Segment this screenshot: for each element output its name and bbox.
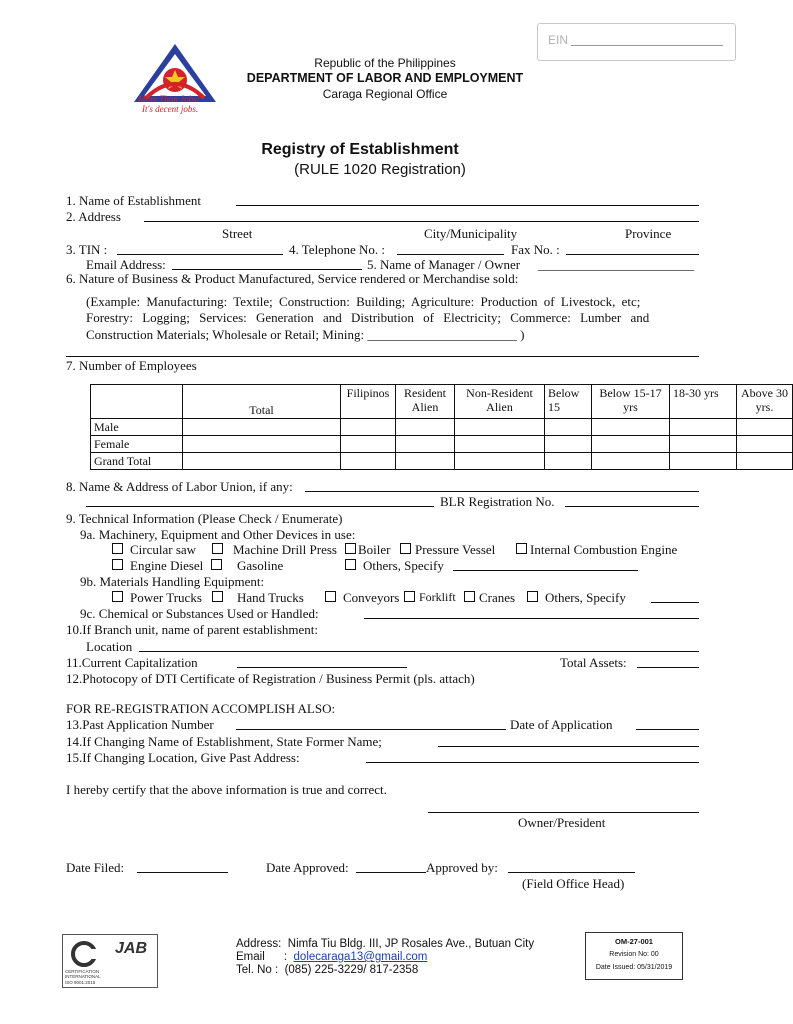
form-number: OM-27-001 xyxy=(615,937,653,946)
location-label: Location xyxy=(86,639,133,654)
field-6-label: 6. Nature of Business & Product Manufactured, Service rendered or Merchandise sold: xyxy=(66,271,519,286)
cell[interactable] xyxy=(670,419,737,436)
field-9c-label: 9c. Chemical or Substances Used or Handled: xyxy=(80,606,319,621)
machine-drill-label: Machine Drill Press xyxy=(233,542,337,557)
fax-label: Fax No. : xyxy=(511,242,560,257)
province-caption: Province xyxy=(625,226,672,241)
cell[interactable] xyxy=(737,419,793,436)
header-above-30: Above 30 yrs. xyxy=(737,385,793,419)
form-number-box xyxy=(585,932,683,980)
cell[interactable] xyxy=(737,436,793,453)
cell[interactable] xyxy=(592,436,670,453)
cell[interactable] xyxy=(670,436,737,453)
cell[interactable] xyxy=(545,453,592,470)
conveyors-label: Conveyors xyxy=(343,590,400,605)
telephone-input[interactable] xyxy=(397,254,504,255)
ein-box xyxy=(537,23,736,61)
capitalization-input[interactable] xyxy=(237,667,407,668)
date-approved-label: Date Approved: xyxy=(266,860,349,875)
address-input[interactable] xyxy=(144,221,699,222)
gasoline-label: Gasoline xyxy=(237,558,284,573)
example-line-1: (Example: Manufacturing: Textile; Construction: Building; Agriculture: Production of Livestock, etc; xyxy=(86,294,641,309)
header-resident-alien: Resident Alien xyxy=(396,385,455,419)
field-13-label: 13.Past Application Number xyxy=(66,717,214,732)
labor-union-input-2[interactable] xyxy=(86,506,434,507)
field-9-label: 9. Technical Information (Please Check / Enumerate) xyxy=(66,511,343,526)
city-caption: City/Municipality xyxy=(424,226,518,241)
jab-mark: JAB xyxy=(115,940,148,957)
cell[interactable] xyxy=(396,419,455,436)
hand-trucks-label: Hand Trucks xyxy=(237,590,304,605)
address-label: Address: xyxy=(236,938,282,950)
tel-label: Tel. No : xyxy=(236,964,279,976)
cell[interactable] xyxy=(183,419,341,436)
table-corner xyxy=(91,385,183,419)
ein-input[interactable] xyxy=(571,45,723,46)
header-filipinos: Filipinos xyxy=(341,385,396,419)
manager-input[interactable]: ________________________ xyxy=(538,257,694,272)
location-input[interactable] xyxy=(139,651,699,652)
date-filed-input[interactable] xyxy=(137,872,228,873)
header-total: Total xyxy=(183,385,341,419)
chemicals-input[interactable] xyxy=(364,618,699,619)
cell[interactable] xyxy=(670,453,737,470)
manager-label: 5. Name of Manager / Owner xyxy=(367,257,521,272)
cranes-label: Cranes xyxy=(479,590,516,605)
email-label: Email Address: xyxy=(86,257,166,272)
establishment-name-input[interactable] xyxy=(236,205,699,206)
checkbox-circular-saw[interactable] xyxy=(112,543,123,554)
cell[interactable] xyxy=(455,453,545,470)
total-assets-label: Total Assets: xyxy=(560,655,627,670)
table-row xyxy=(91,436,793,453)
cell[interactable] xyxy=(592,419,670,436)
boiler-label: Boiler xyxy=(358,542,391,557)
field-7-label: 7. Number of Employees xyxy=(66,358,197,373)
owner-signature-line[interactable] xyxy=(428,812,699,813)
field-11-label: 11.Current Capitalization xyxy=(66,655,198,670)
footer-address: Address: Nimfa Tiu Bldg. III, JP Rosales Ave., Butuan City Email : dolecaraga13@gmail.com Tel. No : (085) 225-3229/ 817-2358 xyxy=(236,938,535,976)
cell[interactable] xyxy=(737,453,793,470)
fax-input[interactable] xyxy=(566,254,699,255)
labor-union-input[interactable] xyxy=(305,491,699,492)
iso-text: ISO 9001:2015 xyxy=(65,980,96,985)
cert-international-text: CERTIFICATION INTERNATIONAL xyxy=(65,969,101,979)
approved-by-input[interactable] xyxy=(508,872,635,873)
logo-slogan-1: More Than Jobs! xyxy=(138,94,200,104)
checkbox-cranes[interactable] xyxy=(464,591,475,602)
republic-text: Republic of the Philippines xyxy=(314,56,456,70)
email-footer-label: Email xyxy=(236,951,265,963)
employees-table xyxy=(90,384,793,470)
cell[interactable] xyxy=(396,453,455,470)
field-2-label: 2. Address xyxy=(66,209,121,224)
checkbox-gasoline[interactable] xyxy=(211,559,222,570)
others-9a-label: Others, Specify xyxy=(363,558,444,573)
telephone-label: 4. Telephone No. : xyxy=(289,242,385,257)
cell[interactable] xyxy=(455,419,545,436)
ein-label: EIN xyxy=(548,33,569,47)
former-name-input[interactable] xyxy=(438,746,699,747)
department-title: DEPARTMENT OF LABOR AND EMPLOYMENT xyxy=(246,71,524,85)
cell[interactable] xyxy=(592,453,670,470)
cell[interactable] xyxy=(341,453,396,470)
regional-office: Caraga Regional Office xyxy=(322,87,448,101)
certify-text: I hereby certify that the above information is true and correct. xyxy=(66,782,387,797)
field-9a-label: 9a. Machinery, Equipment and Other Devices in use: xyxy=(80,527,356,542)
field-14-label: 14.If Changing Name of Establishment, State Former Name; xyxy=(66,734,382,749)
checkbox-hand-trucks[interactable] xyxy=(212,591,223,602)
tin-label: 3. TIN : xyxy=(66,242,108,257)
page-title: Registry of Establishment xyxy=(261,141,459,158)
example-line-3: Construction Materials; Wholesale or Retail; Mining: _______________________ ) xyxy=(86,327,525,342)
checkbox-boiler[interactable] xyxy=(345,543,356,554)
forklift-label: Forklift xyxy=(419,590,456,604)
header-15-17: Below 15-17 yrs xyxy=(592,385,670,419)
blr-input[interactable] xyxy=(565,506,699,507)
checkbox-others-9b[interactable] xyxy=(527,591,538,602)
tin-input[interactable] xyxy=(117,254,283,255)
date-filed-label: Date Filed: xyxy=(66,860,125,875)
reregistration-heading: FOR RE-REGISTRATION ACCOMPLISH ALSO: xyxy=(66,701,336,716)
total-assets-input[interactable] xyxy=(637,667,699,668)
header-18-30: 18-30 yrs xyxy=(670,385,737,419)
field-1-label: 1. Name of Establishment xyxy=(66,193,202,208)
cert-ring-icon xyxy=(69,939,99,969)
email-input[interactable] xyxy=(172,269,362,270)
cell[interactable] xyxy=(183,453,341,470)
cell[interactable] xyxy=(341,419,396,436)
internal-combustion-label: Internal Combustion Engine xyxy=(530,542,678,557)
cell[interactable] xyxy=(545,436,592,453)
header-below-15: Below 15 xyxy=(545,385,592,419)
email-link[interactable]: dolecaraga13@gmail.com xyxy=(293,951,428,963)
street-caption: Street xyxy=(222,226,253,241)
date-approved-input[interactable] xyxy=(356,872,426,873)
checkbox-others-9a[interactable] xyxy=(345,559,356,570)
circular-saw-label: Circular saw xyxy=(130,542,197,557)
date-issued: Date Issued: 05/31/2019 xyxy=(595,964,673,971)
checkbox-engine-diesel[interactable] xyxy=(112,559,123,570)
row-label-female: Female xyxy=(91,436,183,453)
row-label-male: Male xyxy=(91,419,183,436)
date-application-input[interactable] xyxy=(636,729,699,730)
others-9a-input[interactable] xyxy=(453,570,638,571)
approved-by-label: Approved by: xyxy=(426,860,498,875)
field-15-label: 15.If Changing Location, Give Past Address: xyxy=(66,750,300,765)
blr-label: BLR Registration No. xyxy=(440,494,555,509)
cell[interactable] xyxy=(396,436,455,453)
pressure-vessel-label: Pressure Vessel xyxy=(415,542,496,557)
checkbox-pressure-vessel[interactable] xyxy=(400,543,411,554)
page-subtitle: (RULE 1020 Registration) xyxy=(294,161,466,178)
field-10-label: 10.If Branch unit, name of parent establishment: xyxy=(66,622,318,637)
field-office-head-caption: (Field Office Head) xyxy=(522,876,625,891)
tel-value: (085) 225-3229/ 817-2358 xyxy=(284,964,419,976)
power-trucks-label: Power Trucks xyxy=(130,590,202,605)
others-9b-label: Others, Specify xyxy=(545,590,626,605)
logo-slogan-2: It's decent jobs. xyxy=(142,104,199,114)
checkbox-machine-drill[interactable] xyxy=(212,543,223,554)
address-value: Nimfa Tiu Bldg. III, JP Rosales Ave., Butuan City xyxy=(287,938,535,950)
header-nonresident-alien: Non-Resident Alien xyxy=(455,385,545,419)
engine-diesel-label: Engine Diesel xyxy=(130,558,204,573)
cell[interactable] xyxy=(341,436,396,453)
field-9b-label: 9b. Materials Handling Equipment: xyxy=(80,574,265,589)
table-row xyxy=(91,453,793,470)
certification-logo xyxy=(62,934,158,988)
revision-number: Revision No: 00 xyxy=(609,951,659,958)
others-9b-input[interactable] xyxy=(651,602,699,603)
table-row xyxy=(91,419,793,436)
past-address-input[interactable] xyxy=(366,762,699,763)
field-8-label: 8. Name & Address of Labor Union, if any: xyxy=(66,479,293,494)
past-application-input[interactable] xyxy=(236,729,506,730)
example-line-2: Forestry: Logging; Services: Generation and Distribution of Electricity; Commerce: Lumber and xyxy=(86,310,650,325)
owner-president-caption: Owner/President xyxy=(518,815,606,830)
cell[interactable] xyxy=(183,436,341,453)
checkbox-internal-combustion[interactable] xyxy=(516,543,527,554)
checkbox-conveyors[interactable] xyxy=(325,591,336,602)
nature-business-input[interactable] xyxy=(66,356,699,357)
date-application-label: Date of Application xyxy=(510,717,613,732)
checkbox-forklift[interactable] xyxy=(404,591,415,602)
row-label-grand-total: Grand Total xyxy=(91,453,183,470)
cell[interactable] xyxy=(455,436,545,453)
cell[interactable] xyxy=(545,419,592,436)
checkbox-power-trucks[interactable] xyxy=(112,591,123,602)
field-12-label: 12.Photocopy of DTI Certificate of Registration / Business Permit (pls. attach) xyxy=(66,671,475,686)
